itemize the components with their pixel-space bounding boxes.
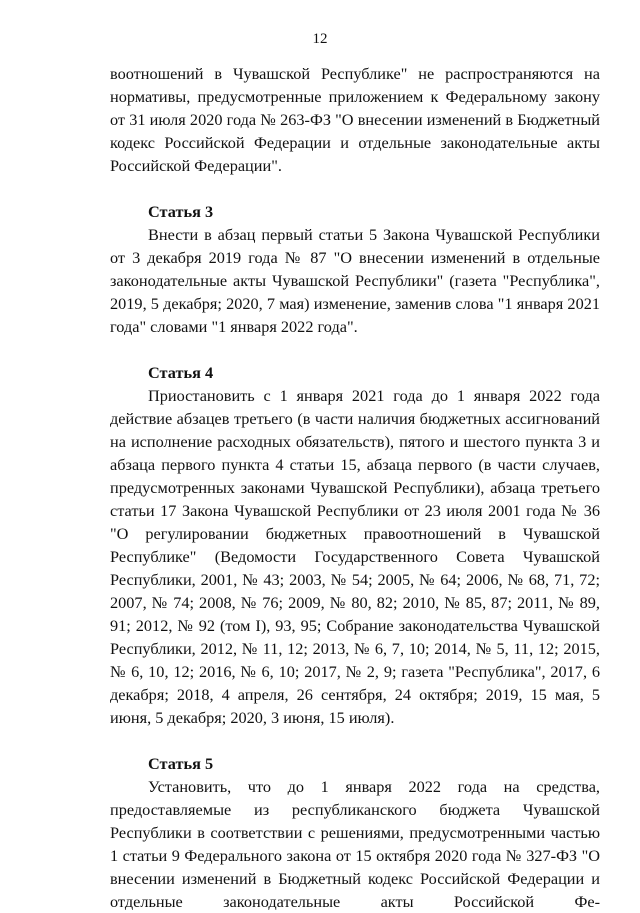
article-5-title: Статья 5 xyxy=(148,754,214,773)
spacer xyxy=(110,729,600,752)
article-4-text: Приостановить с 1 января 2021 года до 1 января 2022 года действие абзацев третьего (в части наличия бюджетных ассигнований на исполнение расходных обязательств), пятого и шестого пункта 3 и абзаца первого пункта 4 статьи 15, абзаца первого (в части случаев, предусмотренных законами Чувашской Республики), абзаца третьего статьи 17 Закона Чувашской Республики от 23 июля 2001 года № 36 "О регулировании бюджетных правоотношений в Чувашской Республике" (Ведомости Государственного Совета Чувашской Республики, 2001, № 43; 2003, № 54; 2005, № 64; 2006, № 68, 71, 72; 2007, № 74; 2008, № 76; 2009, № 80, 82; 2010, № 85, 87; 2011, № 89, 91; 2012, № 92 (том I), 93, 95; Собрание законодательства Чувашской Республики, 2012, № 11, 12; 2013, № 6, 7, 10; 2014, № 5, 11, 12; 2015, № 6, 10, 12; 2016, № 6, 10; 2017, № 2, 9; газета "Республика", 2017, 6 декабря; 2018, 4 апреля, 26 сентября, 24 октября; 2019, 15 мая, 5 июня, 5 декабря; 2020, 3 июня, 15 июля). xyxy=(110,386,600,727)
page-number: 12 xyxy=(312,31,328,47)
article-5-text: Установить, что до 1 января 2022 года на средства, предоставляемые из республиканского бюджета Чувашской Республики в соответствии с решениями, предусмотренными частью 1 статьи 9 Федерального закона от 15 октября 2020 года № 327-ФЗ "О внесении изменений в Бюджетный кодекс Российской Федерации и отдельные законодательные акты Российской Фе- xyxy=(110,777,600,911)
article-4-title: Статья 4 xyxy=(148,363,214,382)
article-3-title: Статья 3 xyxy=(148,202,214,221)
intro-paragraph: воотношений в Чувашской Республике" не распространяются на нормативы, предусмотренные приложением к Федеральному закону от 31 июля 2020 года № 263-ФЗ "О внесении изменений в Бюджетный кодекс Российской Федерации и отдельные законодательные акты Российской Федерации". xyxy=(110,64,600,175)
spacer xyxy=(110,338,600,361)
spacer xyxy=(110,177,600,200)
document-body xyxy=(110,62,600,913)
article-3-text: Внести в абзац первый статьи 5 Закона Чувашской Республики от 3 декабря 2019 года № 87 "О внесении изменений в отдельные законодательные акты Чувашской Республики" (газета "Республика", 2019, 5 декабря; 2020, 7 мая) изменение, заменив слова "1 января 2021 года" словами "1 января 2022 года". xyxy=(110,225,600,336)
